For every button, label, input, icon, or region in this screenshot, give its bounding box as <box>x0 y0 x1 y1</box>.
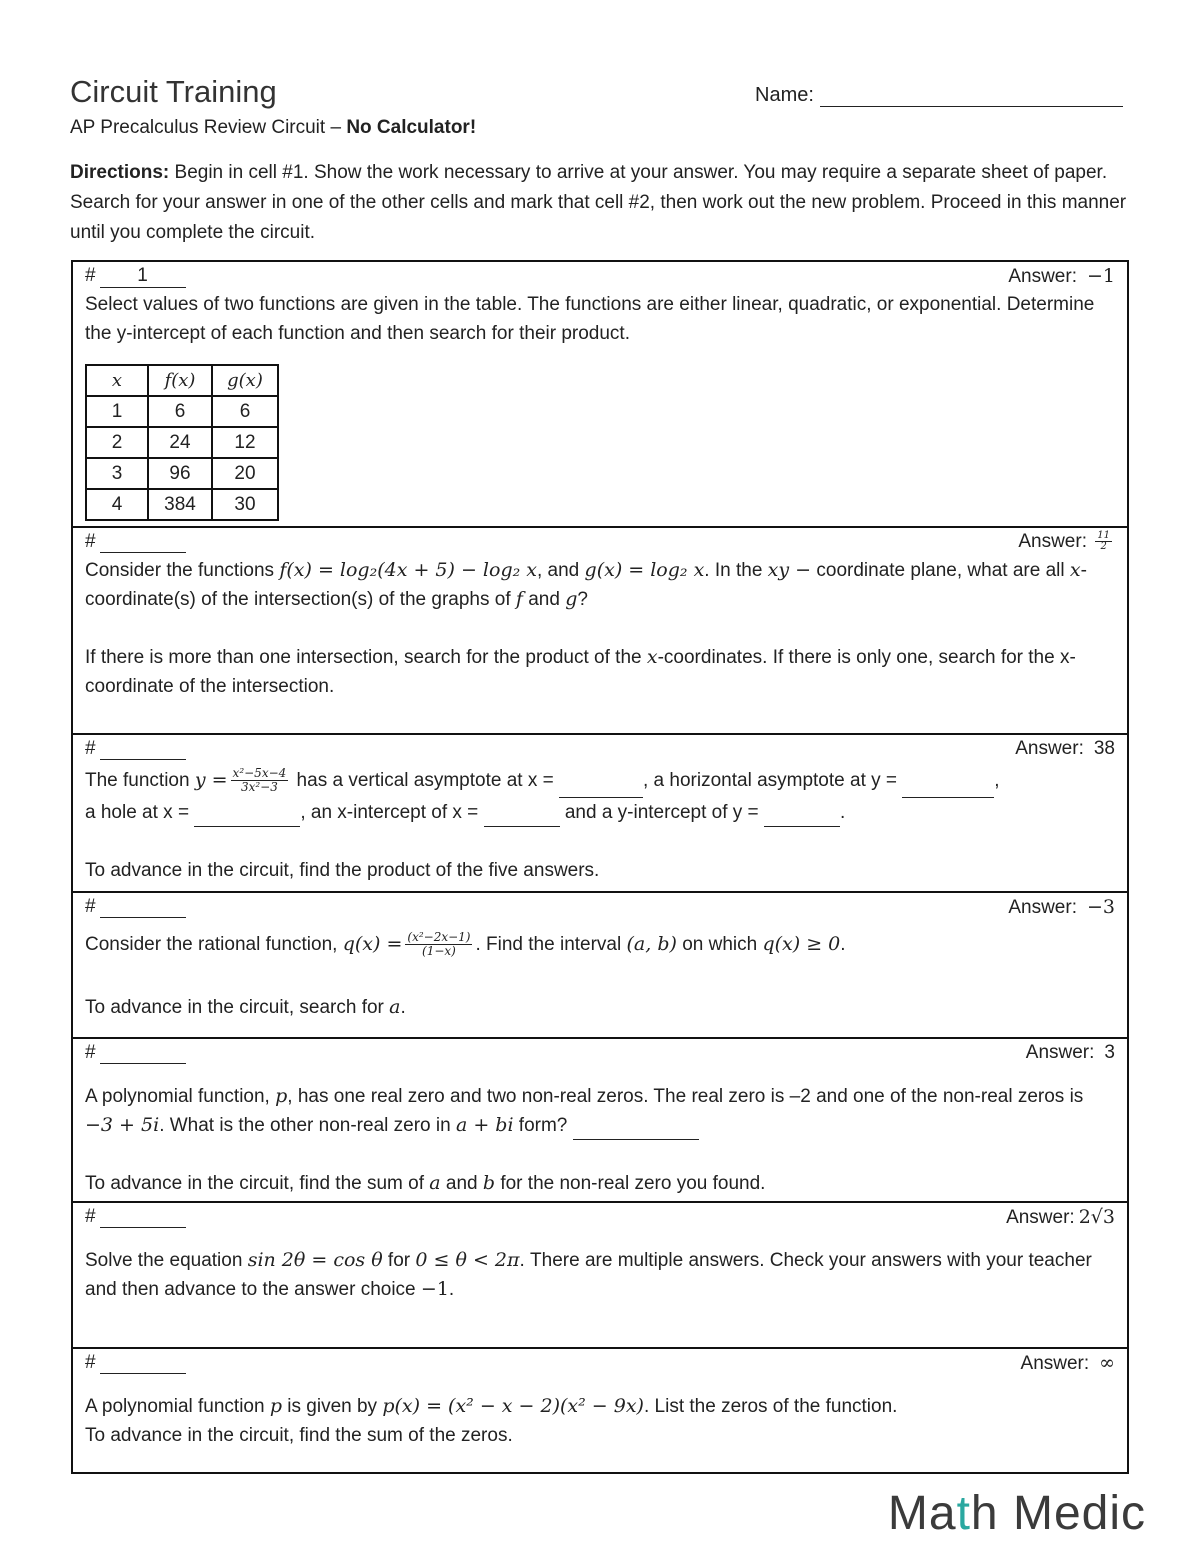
hash-mark: # <box>85 896 96 917</box>
table-header: g(x) <box>212 365 278 396</box>
hash-mark: # <box>85 738 96 759</box>
logo-accent-letter: t <box>956 1487 971 1540</box>
cell-answer <box>1006 1206 1115 1229</box>
cell-number-blank[interactable] <box>100 899 186 918</box>
text: To advance in the circuit, find the sum of <box>85 1173 430 1194</box>
cell-number-value[interactable]: 1 <box>100 265 186 288</box>
text: A polynomial function, <box>85 1086 276 1107</box>
cell-answer <box>1018 531 1115 553</box>
math-medic-logo <box>888 1486 1146 1541</box>
math: −3 + 5i <box>85 1114 160 1136</box>
table-cell: 6 <box>212 396 278 427</box>
answer-blank[interactable] <box>559 779 643 798</box>
table-cell: 24 <box>148 427 212 458</box>
text: . Find the interval <box>475 934 627 955</box>
text: . List the zeros of the function. <box>643 1396 898 1417</box>
table-cell: 384 <box>148 489 212 520</box>
math: p <box>269 1395 283 1417</box>
text: , has one real zero and two non-real zeros. The real zero is –2 and one of the non-real zeros is <box>287 1086 1084 1107</box>
answer-label: Answer: <box>1008 897 1077 918</box>
table-cell: 20 <box>212 458 278 489</box>
text: . <box>839 802 846 823</box>
text: form? <box>513 1115 573 1136</box>
answer-value: 38 <box>1093 738 1115 759</box>
hash-mark: # <box>85 531 96 552</box>
cell-number <box>85 896 186 918</box>
text: a hole at x = <box>85 802 195 823</box>
table-cell: 12 <box>212 427 278 458</box>
table-cell: 96 <box>148 458 212 489</box>
problem-text <box>85 1082 1115 1140</box>
subtitle-text: AP Precalculus Review Circuit – <box>70 117 347 138</box>
fraction-denominator: 3x²−3 <box>240 780 278 795</box>
logo-text: Ma <box>887 1487 957 1540</box>
text: -coordinate(s) of the intersection(s) of the graphs of <box>85 560 1087 610</box>
hash-mark: # <box>85 1042 96 1063</box>
answer-value: 2√3 <box>1078 1206 1115 1228</box>
cell-header <box>85 893 1115 921</box>
answer-blank[interactable] <box>764 808 840 827</box>
instructions-text <box>85 993 1115 1022</box>
problem-text-cont <box>85 798 1115 827</box>
text: A polynomial function <box>85 1396 270 1417</box>
math: p(x) = (x² − x − 2)(x² − 9x) <box>382 1395 644 1417</box>
directions-text: Begin in cell #1. Show the work necessary to arrive at your answer. You may require a separate sheet of paper. Search for your answer in one of the other cells and mark that cell #2, then work out the new problem. Proceed in this manner until you complete the circuit. <box>70 162 1127 243</box>
directions-label: Directions: <box>70 162 170 183</box>
text: is given by <box>282 1396 383 1417</box>
cell-1 <box>73 262 1127 526</box>
hash-mark: # <box>85 1352 96 1373</box>
math: f(x) = log₂(4x + 5) − log₂ x <box>279 559 537 581</box>
cell-header <box>85 528 1115 556</box>
math: sin 2θ = cos θ <box>247 1249 383 1271</box>
cell-number <box>85 1352 186 1374</box>
math: q(x) = <box>342 933 403 955</box>
cell-5 <box>73 1037 1127 1201</box>
cell-number-blank[interactable] <box>100 534 186 553</box>
text: ? <box>577 589 588 610</box>
table-cell: 30 <box>212 489 278 520</box>
text: . <box>448 1279 455 1300</box>
answer-label: Answer: <box>1015 738 1084 759</box>
name-blank-line[interactable] <box>820 86 1123 107</box>
answer-label: Answer: <box>1006 1207 1075 1228</box>
math: x <box>646 646 658 668</box>
cell-answer <box>1008 265 1115 288</box>
cell-number <box>85 738 186 760</box>
cell-7 <box>73 1347 1127 1472</box>
text: . <box>840 934 846 955</box>
fraction-numerator: (x²−2x−1) <box>407 930 471 945</box>
cell-4 <box>73 891 1127 1037</box>
table-header: x <box>86 365 148 396</box>
text: Consider the functions <box>85 560 280 581</box>
text: for the non-real zero you found. <box>495 1173 766 1194</box>
text: Solve the equation <box>85 1250 248 1271</box>
text: . There are multiple answers. Check your answers with your teacher and then advance to the answer choice <box>85 1250 1092 1300</box>
table-row <box>86 458 278 489</box>
math: xy − <box>767 559 812 581</box>
math: f <box>515 588 523 610</box>
math: (a, b) <box>626 933 677 955</box>
text: To advance in the circuit, search for <box>85 997 390 1018</box>
problem-text <box>85 1246 1115 1304</box>
answer-value: −3 <box>1086 896 1115 918</box>
text: , an x-intercept of x = <box>300 802 484 823</box>
cell-number <box>85 1042 186 1064</box>
name-label: Name: <box>755 84 814 106</box>
text: . <box>400 997 406 1018</box>
math: g(x) = log₂ x <box>584 559 705 581</box>
answer-blank[interactable] <box>194 808 300 827</box>
text: on which <box>676 934 763 955</box>
answer-blank[interactable] <box>902 779 994 798</box>
text: Consider the rational function, <box>85 934 343 955</box>
table-row <box>86 396 278 427</box>
cell-number <box>85 531 186 553</box>
text: coordinate plane, what are all <box>811 560 1070 581</box>
cell-header <box>85 262 1115 290</box>
cell-number <box>85 1206 186 1228</box>
table-cell: 2 <box>86 427 148 458</box>
math: a <box>389 996 401 1018</box>
cell-answer <box>1015 738 1115 760</box>
math: x <box>1069 559 1081 581</box>
answer-label: Answer: <box>1025 1042 1095 1063</box>
answer-fraction <box>1095 531 1112 552</box>
instructions-text: To advance in the circuit, find the sum of the zeros. <box>85 1425 513 1446</box>
cell-answer <box>1026 1042 1115 1064</box>
answer-label: Answer: <box>1008 266 1077 287</box>
text: and a y-intercept of y = <box>559 802 764 823</box>
table-cell: 3 <box>86 458 148 489</box>
math: y = <box>194 769 228 791</box>
math: b <box>482 1172 496 1194</box>
rational-fraction <box>231 767 289 794</box>
rational-fraction <box>405 931 472 958</box>
math: q(x) ≥ 0 <box>762 933 841 955</box>
cell-header <box>85 1349 1115 1377</box>
cell-header <box>85 735 1115 763</box>
instructions-text <box>85 643 1115 701</box>
table-cell: 1 <box>86 396 148 427</box>
problem-text <box>85 763 1115 798</box>
answer-value: 3 <box>1104 1042 1115 1063</box>
math: g <box>565 588 578 610</box>
table-row <box>86 489 278 520</box>
text: , and <box>536 560 585 581</box>
text: , a horizontal asymptote at y = <box>643 770 903 791</box>
text: and <box>522 589 566 610</box>
answer-blank[interactable] <box>484 808 560 827</box>
table-header-row <box>86 365 278 396</box>
answer-value: −1 <box>1086 265 1115 287</box>
problem-text <box>85 556 1115 614</box>
text: , <box>994 770 1000 791</box>
hash-mark: # <box>85 265 96 286</box>
text: -coordinates. If there is only one, search for the x-coordinate of the intersection. <box>85 647 1076 697</box>
text: and <box>440 1173 483 1194</box>
text: has a vertical asymptote at x = <box>291 770 559 791</box>
page-title: Circuit Training <box>70 74 277 109</box>
text: If there is more than one intersection, search for the product of the <box>85 647 647 668</box>
cell-header <box>85 1039 1115 1067</box>
text: . In the <box>704 560 768 581</box>
problem-text <box>85 921 1115 968</box>
table-header: f(x) <box>148 365 212 396</box>
circuit-grid <box>71 260 1129 1474</box>
cell-3 <box>73 733 1127 891</box>
text: . What is the other non-real zero in <box>159 1115 456 1136</box>
no-calculator-note: No Calculator! <box>346 117 477 138</box>
cell-number <box>85 265 186 288</box>
fraction-numerator: x²−5x−4 <box>232 766 287 781</box>
cell-number-blank[interactable] <box>100 1209 186 1228</box>
fraction-denominator: (1−x) <box>422 944 456 959</box>
cell-number-blank[interactable] <box>100 1355 186 1374</box>
answer-blank[interactable] <box>573 1121 699 1140</box>
name-field <box>755 84 1123 107</box>
cell-2 <box>73 526 1127 733</box>
math: 0 ≤ θ < 2π <box>415 1249 520 1271</box>
math: a <box>429 1172 441 1194</box>
instructions-text <box>85 1169 1115 1198</box>
directions <box>70 158 1130 248</box>
cell-answer <box>1021 1352 1115 1375</box>
table-row <box>86 427 278 458</box>
table-cell: 6 <box>148 396 212 427</box>
math: −1 <box>420 1278 449 1300</box>
math: p <box>275 1085 288 1107</box>
text: The function <box>85 770 195 791</box>
cell-answer <box>1008 896 1115 919</box>
cell-header <box>85 1203 1115 1231</box>
text: for <box>382 1250 416 1271</box>
cell-number-blank[interactable] <box>100 1045 186 1064</box>
problem-text <box>85 1392 1115 1421</box>
math: a + bi <box>455 1114 514 1136</box>
fraction-denominator: 2 <box>1100 541 1107 553</box>
table-cell: 4 <box>86 489 148 520</box>
problem-text: Select values of two functions are given in the table. The functions are either linear, quadratic, or exponential. Determine the y-intercept of each function and then search for their product. <box>85 294 1095 344</box>
cell-number-blank[interactable] <box>100 741 186 760</box>
answer-label: Answer: <box>1020 1353 1090 1374</box>
answer-label: Answer: <box>1018 531 1087 552</box>
fraction-numerator: 11 <box>1097 530 1110 542</box>
cell-6 <box>73 1201 1127 1347</box>
subtitle <box>70 117 476 139</box>
instructions-text: To advance in the circuit, find the product of the five answers. <box>85 860 600 881</box>
values-table <box>85 364 279 521</box>
answer-value: ∞ <box>1099 1352 1115 1374</box>
hash-mark: # <box>85 1206 96 1227</box>
logo-text: h Medic <box>970 1487 1146 1540</box>
